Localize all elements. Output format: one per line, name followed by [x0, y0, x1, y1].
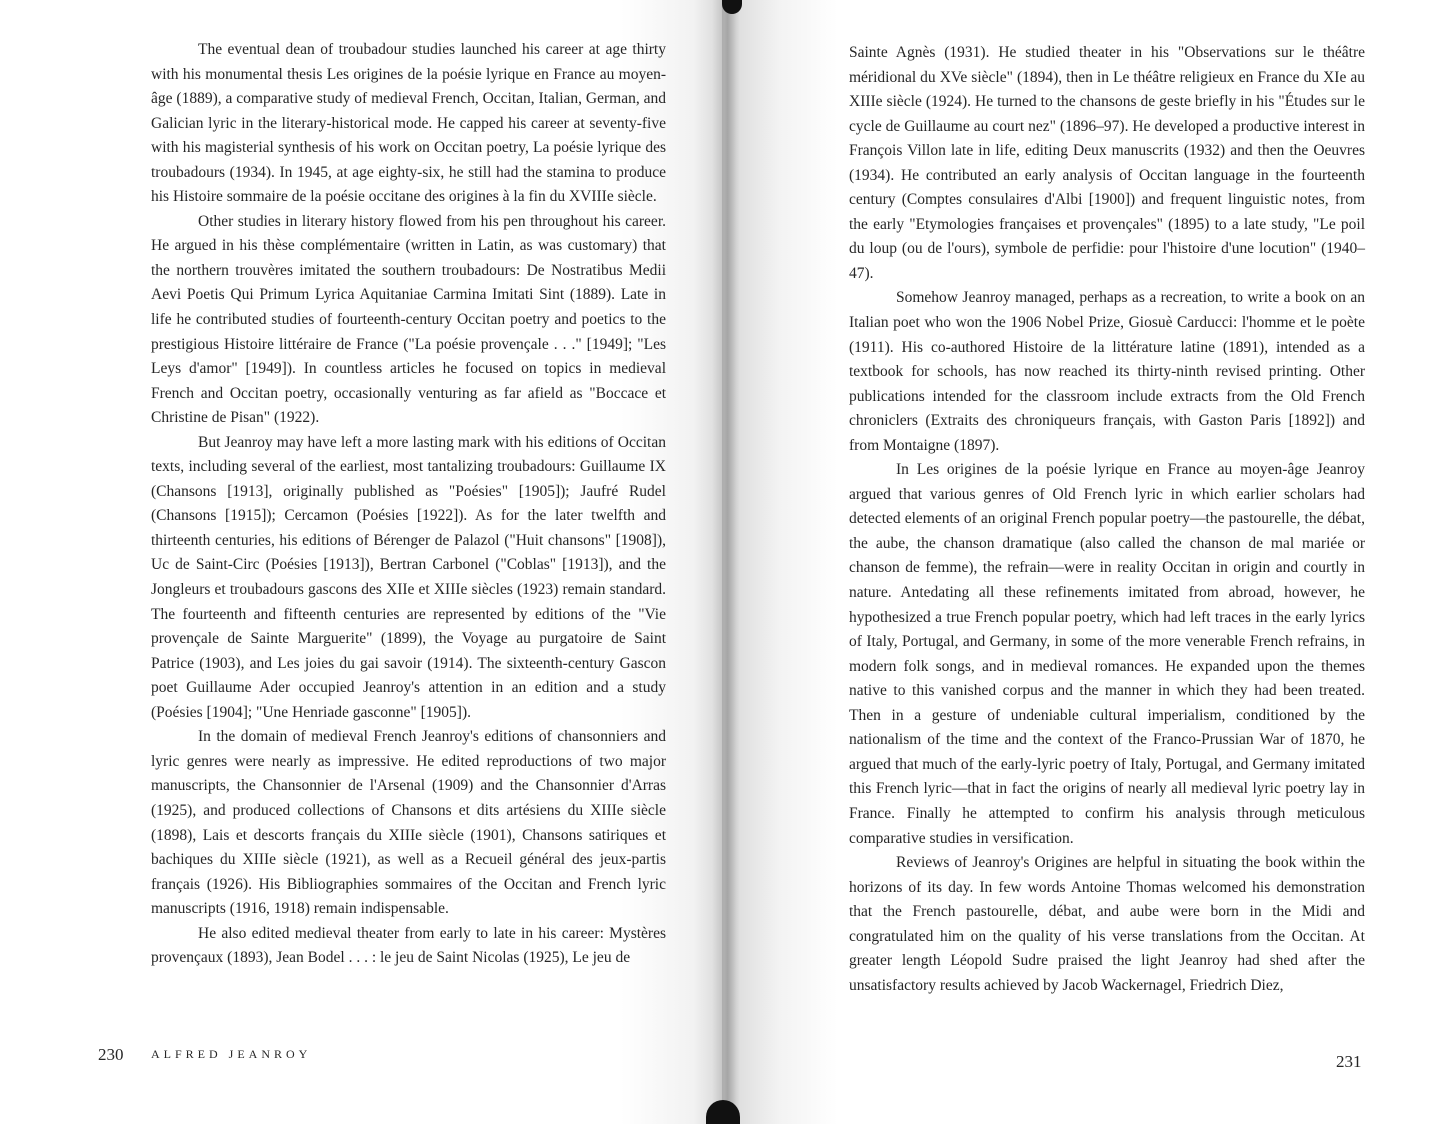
paragraph: Reviews of Jeanroy's Origines are helpful in situating the book within the horizons of its day. In few words Antoine Thomas welcomed his demonstration that the French pastourelle, débat, and aube were born in the Midi and congratulated him on the quality of his verse translations from the Occitan. At greater length Léopold Sudre praised the light Jeanroy had shed after the unsatisfactory results achieved by Jacob Wackernagel, Friedrich Diez, — [849, 854, 1365, 994]
book-spine-shadow — [712, 0, 740, 1124]
paragraph: But Jeanroy may have left a more lasting mark with his editions of Occitan texts, including several of the earliest, most tantalizing troubadours: Guillaume IX (Chansons [1913], originally published as "Poésies" [1905]); Jaufré Rudel (Chansons [1915]); Cercamon (Poésies [1922]). As for the later twelfth and thirteenth centuries, his editions of Bérenger de Palazol ("Huit chansons" [1908]), Uc de Saint-Circ (Poésies [1913]), Bertran Carbonel ("Coblas" [1913]), and the Jongleurs et troubadours gascons des XIIe et XIIIe siècles (1923) remain standard. The fourteenth and fifteenth centuries are represented by editions of the "Vie provençale de Sainte Marguerite" (1899), the Voyage au purgatoire de Saint Patrice (1903), and Les joies du gai savoir (1914). The sixteenth-century Gascon poet Guillaume Ader occupied Jeanroy's attention in an edition and a study (Poésies [1904]; "Une Henriade gasconne" [1905]). — [151, 433, 666, 721]
paragraph-continuation: Sainte Agnès (1931). He studied theater in his "Observations sur le théâtre méridional du XVe siècle" (1894), then in Le théâtre religieux en France du XIe au XIIIe siècle (1924). He turned to the chansons de geste briefly in his "Études sur le cycle de Guillaume au court nez" (1896–97). He developed a productive interest in François Villon late in life, editing Deux manuscrits (1932) and then the Oeuvres (1934). He contributed an early analysis of Occitan language in the fourteenth century (Comptes consulaires d'Albi [1900]) and frequent linguistic notes, from the early "Etymologies françaises et provençales" (1895) to a late study, "Le poil du loup (ou de l'ours), symbole de perfidie: pour l'histoire d'une locution" (1940–47). — [849, 44, 1365, 282]
left-page — [0, 0, 722, 1124]
paragraph: Other studies in literary history flowed from his pen throughout his career. He argued in his thèse complémentaire (written in Latin, as was customary) that the northern trouvères imitated the southern troubadours: De Nostratibus Medii Aevi Poetis Qui Primum Lyrica Aquitaniae Carmina Imitati Sint (1889). Late in life he contributed studies of fourteenth-century Occitan poetry and poetics to the prestigious Histoire littéraire de France ("La poésie provençale . . ." [1949]; "Les Leys d'amor" [1949]). In countless articles he focused on topics in medieval French and Occitan poetry, occasionally venturing as far afield as "Boccace et Christine de Pisan" (1922). — [151, 212, 666, 427]
paragraph: In Les origines de la poésie lyrique en France au moyen-âge Jeanroy argued that various genres of Old French lyric in which earlier scholars had detected elements of an original French popular poetry—the pastourelle, the débat, the aube, the chanson dramatique (also called the chanson de mal mariée or chanson de femme), the refrain—were in reality Occitan in origin and courtly in nature. Antedating all these refinements imitated from abroad, however, he hypothesized a true French popular poetry, which had left traces in the early lyrics of Italy, Portugal, and Germany, in some of the more venerable French refrains, in modern folk songs, and in medieval romances. He expanded upon the themes native to this vanished corpus and the manner in which they had been treated. Then in a gesture of undeniable cultural imperialism, conditioned by the nationalism of the time and the context of the Franco-Prussian War of 1870, he argued that much of the early-lyric poetry of Italy, Portugal, and Germany imitated this French lyric—that in fact the origins of nearly all medieval lyric poetry lay in France. Finally he attempted to confirm his analysis through meticulous comparative studies in versification. — [849, 461, 1365, 847]
right-page-body — [849, 41, 1365, 998]
paragraph: In the domain of medieval French Jeanroy's editions of chansonniers and lyric genres were nearly as impressive. He edited reproductions of two major manuscripts, the Chansonnier de l'Arsenal (1909) and the Chansonnier d'Arras (1925), and produced collections of Chansons et dits artésiens du XIIIe siècle (1898), Lais et descorts français du XIIIe siècle (1901), Chansons satiriques et bachiques du XIIIe siècle (1921), as well as a Recueil général des jeux-partis français (1926). His Bibliographies sommaires of the Occitan and French lyric manuscripts (1916, 1918) remain indispensable. — [151, 728, 666, 918]
paragraph: He also edited medieval theater from early to late in his career: Mystères provençaux (1893), Jean Bodel . . . : le jeu de Saint Nicolas (1925), Le jeu de — [151, 924, 666, 967]
running-head: ALFRED JEANROY — [151, 1047, 312, 1061]
right-page — [722, 0, 1445, 1124]
paragraph: Somehow Jeanroy managed, perhaps as a recreation, to write a book on an Italian poet who won the 1906 Nobel Prize, Giosuè Carducci: l'homme et le poète (1911). His co-authored Histoire de la littérature latine (1891), intended as a textbook for schools, has now reached its thirty-ninth revised printing. Other publications intended for the classroom include extracts from the Old French chroniclers (Extraits des chroniqueurs français, with Gaston Paris [1892]) and from Montaigne (1897). — [849, 289, 1365, 454]
page-number: 231 — [1336, 1052, 1362, 1071]
left-page-body — [151, 38, 666, 971]
page-number: 230 — [98, 1045, 124, 1064]
paragraph: The eventual dean of troubadour studies launched his career at age thirty with his monumental thesis Les origines de la poésie lyrique en France au moyen-âge (1889), a comparative study of medieval French, Occitan, Italian, German, and Galician lyric in the literary-historical mode. He capped his career at seventy-five with his magisterial synthesis of his work on Occitan poetry, La poésie lyrique des troubadours (1934). In 1945, at age eighty-six, he still had the stamina to produce his Histoire sommaire de la poésie occitane des origines à la fin du XVIIIe siècle. — [151, 41, 666, 206]
